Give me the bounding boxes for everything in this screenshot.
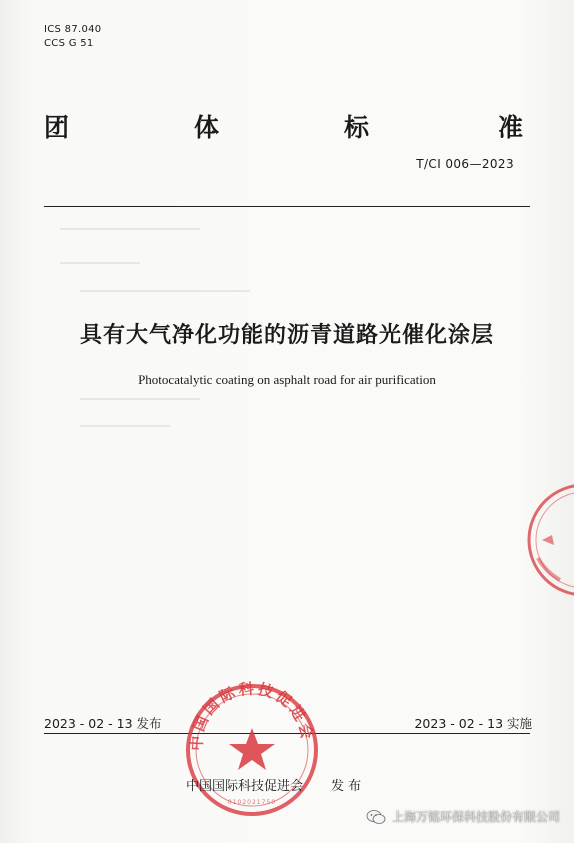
implementation-date: 2023 - 02 - 13 实施 (414, 716, 532, 731)
seal-text: 中国国际科技促进会 (187, 680, 317, 752)
watermark-text: 上海万铭环保科技股份有限公司 (391, 810, 560, 824)
publisher (186, 775, 361, 794)
wechat-icon (366, 809, 386, 825)
title-english: Photocatalytic coating on asphalt road for air purification (138, 372, 436, 387)
ghost-line (60, 228, 200, 230)
standard-type-char-1: 团 (44, 113, 70, 142)
standard-type-heading (44, 108, 528, 142)
watermark (366, 808, 560, 825)
top-divider (44, 206, 530, 207)
ghost-line (80, 290, 250, 292)
publisher-name: 中国国际科技促进会 (186, 779, 304, 794)
standard-type-char-2: 体 (194, 113, 220, 142)
title-chinese: 具有大气净化功能的沥青道路光催化涂层 (79, 323, 494, 348)
classification-codes (44, 23, 101, 51)
issue-date: 2023 - 02 - 13 发布 (44, 716, 162, 731)
standard-number: T/CI 006—2023 (416, 157, 514, 171)
standard-type-char-3: 标 (344, 113, 370, 142)
ghost-line (80, 398, 200, 400)
ghost-line (80, 425, 170, 427)
ghost-line (60, 262, 140, 264)
official-seal-icon (182, 680, 322, 820)
ics-code: ICS 87.040 (44, 24, 102, 35)
standard-type-char-4: 准 (498, 113, 524, 142)
publish-action: 发 布 (331, 779, 362, 794)
partial-seal-icon (524, 480, 574, 600)
svg-text:0102021750: 0102021750 (227, 799, 277, 806)
ccs-code: CCS G 51 (44, 38, 94, 49)
